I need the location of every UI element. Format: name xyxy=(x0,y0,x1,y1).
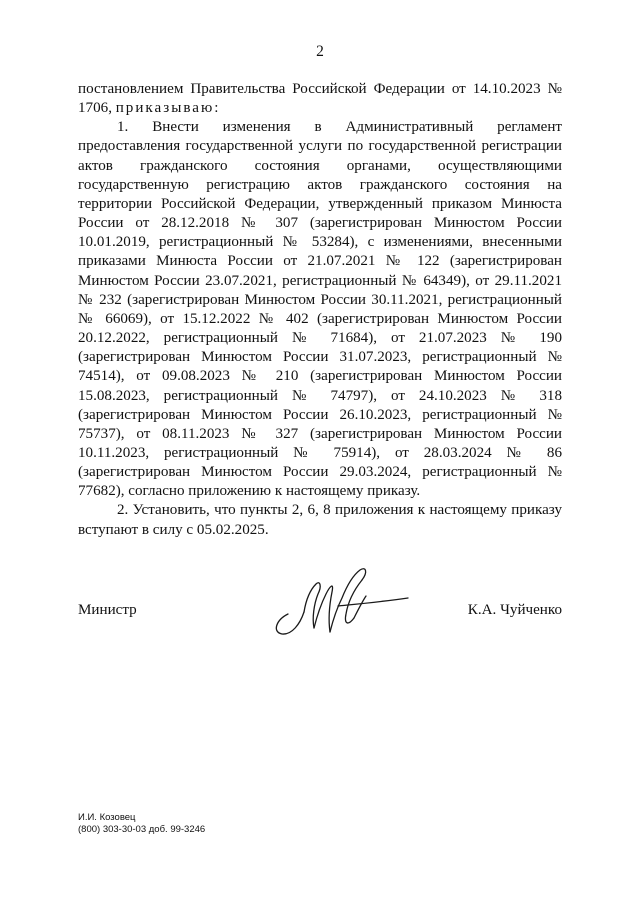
item-1-paragraph: 1. Внести изменения в Административный регламент предоставления государственной услуги по государственной регистрации актов гражданского состояния органами, осуществляющими государственную регистрацию актов гражданского состояния на территории Российской Федерации, утвержденный приказом Минюста России от 28.12.2018 № 307 (зарегистрирован Минюстом России 10.01.2019, регистрационный № 53284), с изменениями, внесенными приказами Минюста России от 21.07.2021 № 122 (зарегистрирован Минюстом России 23.07.2021, регистрационный № 64349), от 29.11.2021 № 232 (зарегистрирован Минюстом России 30.11.2021, регистрационный № 66069), от 15.12.2022 № 402 (зарегистрирован Минюстом России 20.12.2022, регистрационный № 71684), от 21.07.2023 № 190 (зарегистрирован Минюстом России 31.07.2023, регистрационный № 74514), от 09.08.2023 № 210 (зарегистрирован Минюстом России 15.08.2023, регистрационный № 74797), от 24.10.2023 № 318 (зарегистрирован Минюстом России 26.10.2023, регистрационный № 75737), от 08.11.2023 № 327 (зарегистрирован Минюстом России 10.11.2023, регистрационный № 75914), от 28.03.2024 № 86 (зарегистрирован Минюстом России 29.03.2024, регистрационный № 77682), согласно приложению к настоящему приказу. xyxy=(78,119,562,500)
signatory-name: К.А. Чуйченко xyxy=(467,602,562,618)
order-word: приказываю: xyxy=(115,100,221,117)
handwritten-signature xyxy=(268,562,418,642)
document-body xyxy=(78,80,562,540)
intro-text: постановлением Правительства Российской Федерации от 14.10.2023 № 1706, xyxy=(78,81,562,117)
signatory-position: Министр xyxy=(78,602,137,618)
intro-paragraph xyxy=(78,80,562,118)
executor-info xyxy=(78,812,205,836)
page-number: 2 xyxy=(316,43,324,60)
executor-name: И.И. Козовец xyxy=(78,812,136,823)
executor-phone: (800) 303-30-03 доб. 99-3246 xyxy=(78,824,206,835)
item-2-paragraph: 2. Установить, что пункты 2, 6, 8 приложения к настоящему приказу вступают в силу с 05.02.2025. xyxy=(78,502,562,538)
